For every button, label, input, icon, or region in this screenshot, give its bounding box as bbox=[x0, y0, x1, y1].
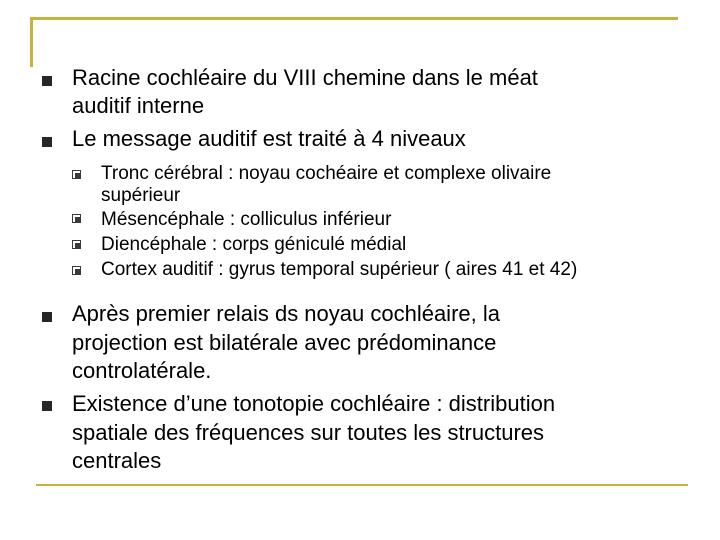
sub-bullet-square-icon bbox=[72, 240, 81, 249]
bullet-square-icon bbox=[42, 76, 52, 86]
bullet-4-line-2: spatiale des fréquences sur toutes les structures bbox=[72, 420, 545, 445]
bullet-4-line-1: Existence d’une tonotopie cochléaire : distribution bbox=[72, 391, 556, 416]
slide-frame-left bbox=[30, 17, 33, 67]
bullet-1-line-2: auditif interne bbox=[72, 93, 205, 118]
sub-bullet-square-icon bbox=[72, 266, 81, 275]
bullet-square-icon bbox=[42, 312, 52, 322]
sub-item-4-line-1: Cortex auditif : gyrus temporal supérieur ( aires 41 et 42) bbox=[101, 259, 578, 280]
sub-bullet-square-icon bbox=[72, 214, 81, 223]
sub-item-1-line-2: supérieur bbox=[101, 185, 181, 206]
bullet-4-line-3: centrales bbox=[72, 448, 162, 473]
sub-item-2-line-1: Mésencéphale : colliculus inférieur bbox=[101, 209, 392, 230]
sub-bullet-square-icon bbox=[72, 170, 81, 179]
bullet-1-line-1: Racine cochléaire du VIII chemine dans le méat bbox=[72, 65, 538, 90]
bullet-square-icon bbox=[42, 137, 52, 147]
sub-item-3-line-1: Diencéphale : corps géniculé médial bbox=[101, 234, 407, 255]
bullet-2-line-1: Le message auditif est traité à 4 niveaux bbox=[72, 126, 466, 151]
bullet-3-line-3: controlatérale. bbox=[72, 358, 212, 383]
slide-frame-bottom bbox=[36, 484, 688, 486]
sub-item-1-line-1: Tronc cérébral : noyau cochéaire et complexe olivaire bbox=[101, 163, 552, 184]
slide-frame-top bbox=[30, 17, 678, 20]
bullet-square-icon bbox=[42, 401, 52, 411]
bullet-3-line-2: projection est bilatérale avec prédominance bbox=[72, 330, 497, 355]
bullet-3-line-1: Après premier relais ds noyau cochléaire, la bbox=[72, 301, 500, 326]
